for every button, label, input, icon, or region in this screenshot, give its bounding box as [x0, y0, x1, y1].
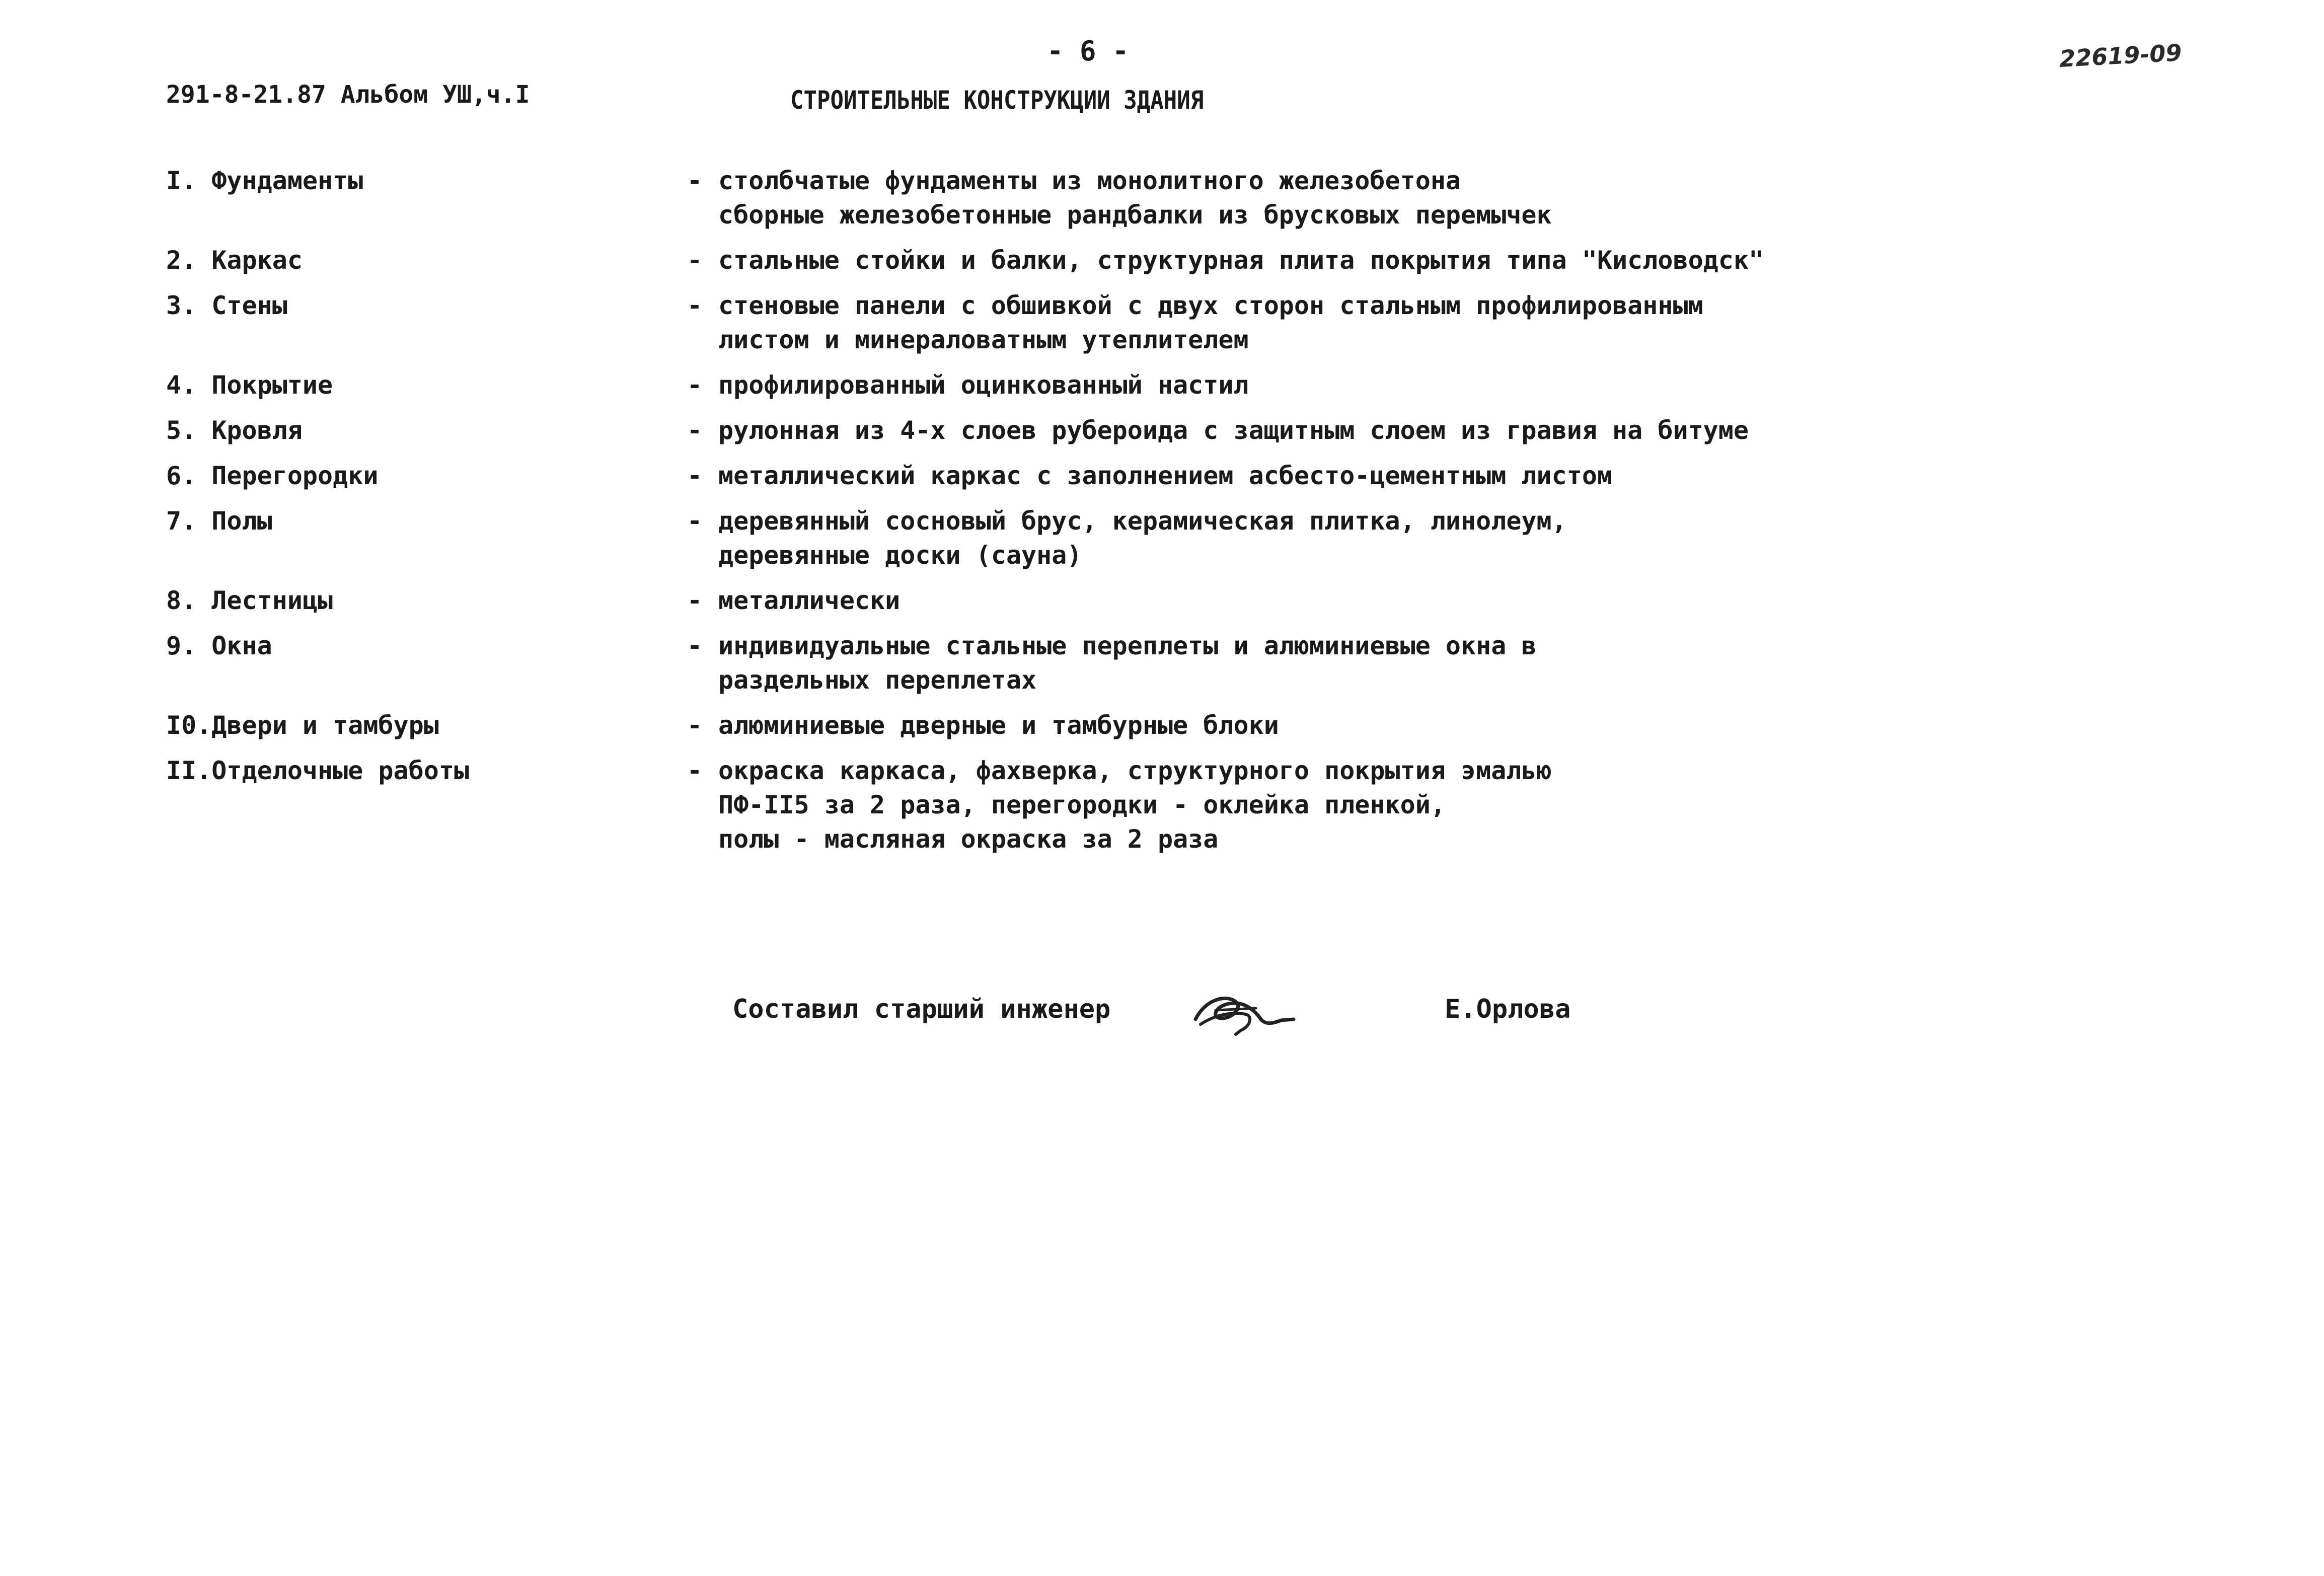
spec-item-dash: - — [687, 756, 703, 785]
spec-item-label: 7. Полы — [166, 506, 272, 536]
spec-item-dash: - — [687, 166, 703, 195]
spec-item — [166, 459, 2029, 493]
spec-item — [166, 754, 2029, 856]
spec-item-description — [718, 754, 2029, 856]
spec-item-label: 2. Каркас — [166, 246, 303, 275]
document-code: 291-8-21.87 Альбом УШ,ч.I — [166, 81, 530, 109]
signature-role: Составил старший инженер — [732, 994, 1111, 1024]
page-number: - 6 - — [1047, 35, 1129, 67]
spec-item-description — [718, 504, 2029, 572]
spec-item-description-line: алюминиевые дверные и тамбурные блоки — [718, 711, 1279, 740]
spec-item-description-line: металлически — [718, 586, 901, 615]
spec-item-label: 6. Перегородки — [166, 461, 379, 490]
spec-item-dash: - — [687, 246, 703, 275]
spec-item-description — [718, 459, 2029, 493]
spec-item-label: 9. Окна — [166, 631, 272, 660]
spec-item-description — [718, 583, 2029, 618]
spec-item — [166, 164, 2029, 232]
spec-item-description-line: деревянные доски (сауна) — [718, 541, 1082, 570]
spec-item-label: I0.Двери и тамбуры — [166, 711, 439, 740]
handwritten-signature — [1185, 984, 1301, 1039]
spec-item-description-line: металлический каркас с заполнением асбесто-цементным листом — [718, 461, 1613, 490]
spec-item — [166, 413, 2029, 447]
spec-item — [166, 583, 2029, 618]
spec-item-dash: - — [687, 370, 703, 400]
page-title: СТРОИТЕЛЬНЫЕ КОНСТРУКЦИИ ЗДАНИЯ — [790, 86, 1204, 115]
spec-item-description-line: профилированный оцинкованный настил — [718, 370, 1249, 400]
spec-item — [166, 368, 2029, 402]
signature-block — [732, 984, 1739, 1055]
spec-item — [166, 504, 2029, 572]
spec-item-description-line: полы - масляная окраска за 2 раза — [718, 824, 1219, 854]
spec-item-dash: - — [687, 631, 703, 660]
spec-item-description — [718, 708, 2029, 742]
spec-item-description-line: раздельных переплетах — [718, 665, 1037, 695]
spec-item-description — [718, 164, 2029, 232]
spec-item-description-line: столбчатые фундаменты из монолитного железобетона — [718, 166, 1461, 195]
spec-item-description-line: индивидуальные стальные переплеты и алюминиевые окна в — [718, 631, 1537, 660]
spec-item — [166, 288, 2029, 357]
spec-item-description-line: листом и минераловатным утеплителем — [718, 325, 1249, 354]
spec-item-description — [718, 368, 2029, 402]
spec-item-description-line: стеновые панели с обшивкой с двух сторон стальным профилированным — [718, 291, 1703, 320]
spec-item-dash: - — [687, 416, 703, 445]
spec-item-label: 3. Стены — [166, 291, 287, 320]
spec-item-dash: - — [687, 461, 703, 490]
spec-item-description — [718, 288, 2029, 357]
spec-item-dash: - — [687, 291, 703, 320]
spec-item — [166, 243, 2029, 277]
spec-item-description — [718, 243, 2029, 277]
spec-item-label: 4. Покрытие — [166, 370, 333, 400]
spec-item-description-line: окраска каркаса, фахверка, структурного покрытия эмалью — [718, 756, 1552, 785]
signature-name: Е.Орлова — [1445, 994, 1571, 1024]
spec-item-description-line: ПФ-II5 за 2 раза, перегородки - оклейка пленкой, — [718, 790, 1446, 819]
spec-item-description-line: рулонная из 4-х слоев рубероида с защитным слоем из гравия на битуме — [718, 416, 1749, 445]
spec-item-label: I. Фундаменты — [166, 166, 363, 195]
spec-item-description — [718, 413, 2029, 447]
spec-item-dash: - — [687, 506, 703, 536]
spec-item-label: 5. Кровля — [166, 416, 303, 445]
spec-item-dash: - — [687, 711, 703, 740]
spec-item — [166, 708, 2029, 742]
spec-item-description-line: стальные стойки и балки, структурная плита покрытия типа "Кисловодск" — [718, 246, 1764, 275]
spec-item-label: II.Отделочные работы — [166, 756, 470, 785]
spec-item-label: 8. Лестницы — [166, 586, 333, 615]
spec-item-description — [718, 629, 2029, 697]
spec-item-description-line: сборные железобетонные рандбалки из брусковых перемычек — [718, 200, 1552, 230]
handwritten-inventory-number: 22619-09 — [2059, 39, 2183, 72]
spec-item — [166, 629, 2029, 697]
construction-spec-list — [166, 164, 2029, 867]
spec-item-description-line: деревянный сосновый брус, керамическая плитка, линолеум, — [718, 506, 1567, 536]
spec-item-dash: - — [687, 586, 703, 615]
